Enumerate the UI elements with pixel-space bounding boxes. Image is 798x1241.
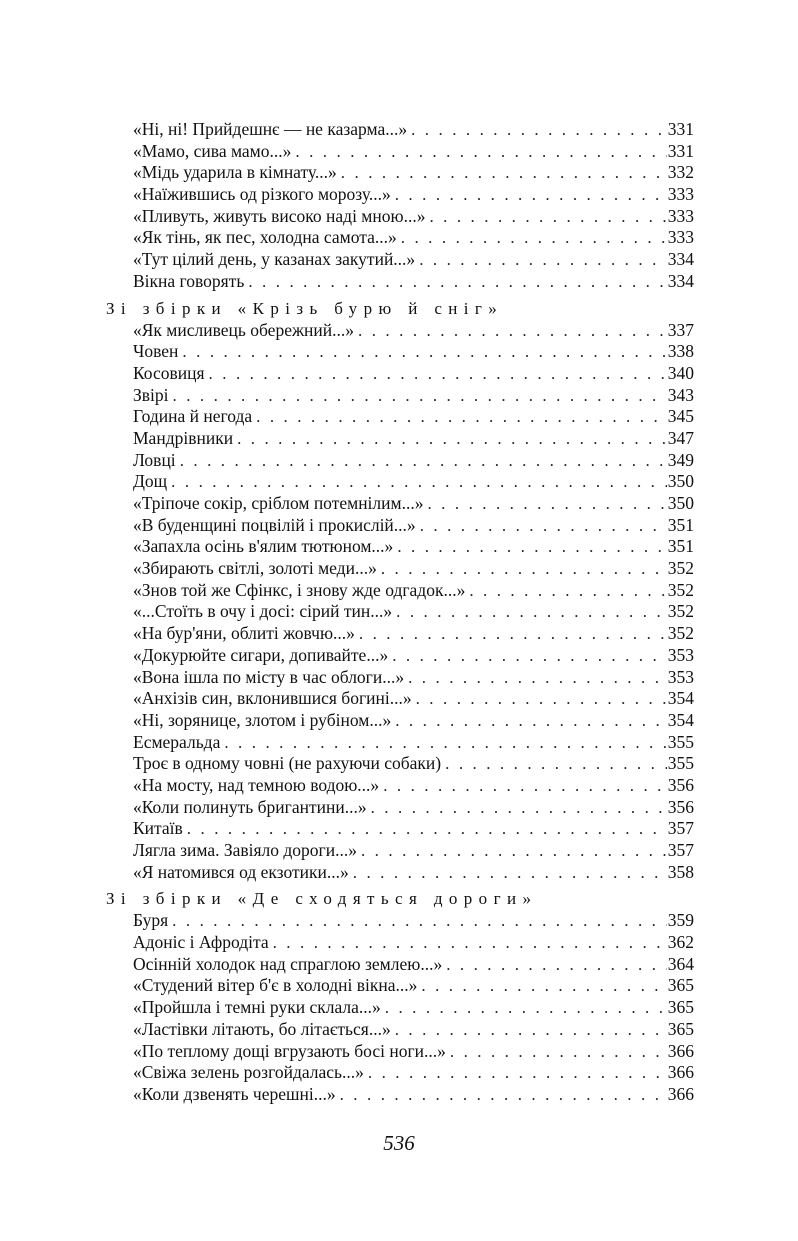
section-heading: Зі збірки «Де сходяться дороги» xyxy=(106,889,538,909)
toc-section xyxy=(106,298,694,884)
toc-entry xyxy=(106,623,694,645)
dot-leader xyxy=(420,515,667,537)
entry-page-number: 353 xyxy=(667,666,694,687)
entry-page-number: 355 xyxy=(667,753,694,774)
entry-page-number: 350 xyxy=(667,493,694,513)
entry-title: Адоніс і Афродіта xyxy=(133,932,269,953)
entry-title: «Пливуть, живуть високо наді мною...» xyxy=(133,205,426,226)
dot-leader xyxy=(395,184,667,206)
dot-leader xyxy=(237,428,667,450)
entry-page-number: 362 xyxy=(667,932,694,953)
entry-title: «В буденщині поцвілій і прокислій...» xyxy=(133,514,416,535)
toc-entry xyxy=(106,688,694,710)
dot-leader xyxy=(401,227,667,249)
entry-page-number: 351 xyxy=(667,514,694,535)
dot-leader xyxy=(427,493,666,515)
toc-entry xyxy=(106,341,694,363)
entry-title: Вікна говорять xyxy=(133,270,245,291)
entry-title: «Ластівки літають, бо літається...» xyxy=(133,1018,391,1039)
toc-entry xyxy=(106,932,694,954)
toc-entry xyxy=(106,249,694,271)
toc-entry xyxy=(106,536,694,558)
entry-page-number: 350 xyxy=(667,471,694,492)
dot-leader xyxy=(273,932,667,954)
dot-leader xyxy=(381,558,667,580)
entry-page-number: 365 xyxy=(667,975,694,996)
entry-title: «Ні, ні! Прийдешнє — не казарма...» xyxy=(133,119,408,139)
toc-entry xyxy=(106,450,694,472)
dot-leader xyxy=(396,601,667,623)
dot-leader xyxy=(361,840,667,862)
toc-entry xyxy=(106,975,694,997)
toc-entry xyxy=(106,206,694,228)
toc-section xyxy=(106,119,694,293)
entry-title: «Запахла осінь в'ялим тютюном...» xyxy=(133,536,394,557)
entry-title: «Анхізів син, вклонившися богині...» xyxy=(133,688,412,709)
entry-title: «Збирають світлі, золоті меди...» xyxy=(133,558,377,579)
toc-section xyxy=(106,888,694,1105)
entry-page-number: 366 xyxy=(667,1062,694,1083)
toc-entry xyxy=(106,775,694,797)
dot-leader xyxy=(248,271,666,293)
dot-leader xyxy=(446,954,667,976)
dot-leader xyxy=(450,1041,667,1063)
entry-page-number: 365 xyxy=(667,1018,694,1039)
toc-entry xyxy=(106,271,694,293)
toc-entry xyxy=(106,710,694,732)
entry-title: «Як мисливець обережний...» xyxy=(133,319,355,340)
toc-entry xyxy=(106,1041,694,1063)
entry-title: Човен xyxy=(133,341,179,362)
entry-page-number: 333 xyxy=(667,205,694,226)
toc-entry xyxy=(106,732,694,754)
dot-leader xyxy=(368,1062,667,1084)
entry-page-number: 331 xyxy=(667,119,694,139)
entry-page-number: 366 xyxy=(667,1040,694,1061)
entry-title: Троє в одному човні (не рахуючи собаки) xyxy=(133,753,442,774)
entry-page-number: 332 xyxy=(667,162,694,183)
toc-entry xyxy=(106,1019,694,1041)
table-of-contents xyxy=(106,119,694,1106)
toc-entry xyxy=(106,818,694,840)
entry-title: «По теплому дощі вгрузають босі ноги...» xyxy=(133,1040,446,1061)
dot-leader xyxy=(395,1019,667,1041)
entry-page-number: 352 xyxy=(667,579,694,600)
toc-entry xyxy=(106,580,694,602)
dot-leader xyxy=(469,580,666,602)
entry-page-number: 333 xyxy=(667,227,694,248)
entry-title: «Студений вітер б'є в холодні вікна...» xyxy=(133,975,418,996)
entry-title: «Як тінь, як пес, холодна самота...» xyxy=(133,227,397,248)
page-number: 536 xyxy=(383,1131,415,1155)
entry-title: «Вона ішла по місту в час облоги...» xyxy=(133,666,405,687)
entry-title: «Мідь ударила в кімнату...» xyxy=(133,162,337,183)
entry-title: Лягла зима. Завіяло дороги...» xyxy=(133,840,357,860)
entry-title: «Тріпоче сокір, сріблом потемнілим...» xyxy=(133,493,424,513)
entry-title: Косовиця xyxy=(133,362,205,383)
dot-leader xyxy=(385,997,667,1019)
dot-leader xyxy=(341,162,667,184)
toc-entry xyxy=(106,558,694,580)
toc-entry xyxy=(106,406,694,428)
toc-entry xyxy=(106,797,694,819)
entry-page-number: 352 xyxy=(667,558,694,579)
entry-page-number: 356 xyxy=(667,774,694,795)
dot-leader xyxy=(421,975,666,997)
dot-leader xyxy=(173,385,667,407)
entry-page-number: 345 xyxy=(667,406,694,427)
entry-page-number: 331 xyxy=(667,140,694,161)
toc-entry xyxy=(106,119,694,141)
entry-title: «Знов той же Сфінкс, і знову жде одгадок...» xyxy=(133,579,466,600)
entry-page-number: 334 xyxy=(667,270,694,291)
dot-leader xyxy=(209,363,667,385)
entry-title: Година й негода xyxy=(133,406,253,427)
toc-entry xyxy=(106,840,694,862)
dot-leader xyxy=(445,753,667,775)
entry-page-number: 338 xyxy=(667,341,694,362)
entry-title: «Я натомився од екзотики...» xyxy=(133,861,349,882)
entry-page-number: 357 xyxy=(667,818,694,839)
dot-leader xyxy=(172,910,667,932)
toc-entry xyxy=(106,493,694,515)
entry-title: «Наїжившись од різкого морозу...» xyxy=(133,184,391,205)
dot-leader xyxy=(411,119,667,141)
entry-title: «Пройшла і темні руки склала...» xyxy=(133,997,381,1018)
toc-entry xyxy=(106,601,694,623)
entry-title: «...Стоїть в очу і досі: сірий тин...» xyxy=(133,601,393,622)
toc-entry xyxy=(106,753,694,775)
entry-title: Звірі xyxy=(133,384,169,405)
entry-page-number: 358 xyxy=(667,861,694,882)
entry-title: Китаїв xyxy=(133,818,183,839)
section-heading: Зі збірки «Крізь бурю й сніг» xyxy=(106,298,504,318)
entry-title: «Ні, зорянице, злотом і рубіном...» xyxy=(133,709,392,730)
dot-leader xyxy=(256,406,667,428)
entry-title: «Мамо, сива мамо...» xyxy=(133,140,292,161)
dot-leader xyxy=(383,775,667,797)
toc-entry xyxy=(106,862,694,884)
dot-leader xyxy=(224,732,666,754)
entry-page-number: 359 xyxy=(667,910,694,931)
toc-entry xyxy=(106,645,694,667)
entry-page-number: 355 xyxy=(667,731,694,752)
entry-title: Ловці xyxy=(133,449,176,470)
toc-entry xyxy=(106,385,694,407)
entry-title: «Коли полинуть бригантини...» xyxy=(133,796,367,817)
dot-leader xyxy=(392,645,667,667)
dot-leader xyxy=(429,206,666,228)
toc-entry xyxy=(106,363,694,385)
dot-leader xyxy=(359,623,667,645)
toc-entry xyxy=(106,428,694,450)
entry-title: Буря xyxy=(133,910,169,931)
dot-leader xyxy=(353,862,667,884)
dot-leader xyxy=(371,797,667,819)
toc-entry xyxy=(106,1084,694,1106)
toc-entry xyxy=(106,1062,694,1084)
entry-page-number: 357 xyxy=(667,840,694,860)
entry-title: Дощ xyxy=(133,471,168,492)
entry-title: «Докурюйте сигари, допивайте...» xyxy=(133,644,389,665)
entry-page-number: 354 xyxy=(667,709,694,730)
dot-leader xyxy=(182,341,666,363)
entry-page-number: 364 xyxy=(667,953,694,974)
dot-leader xyxy=(397,536,666,558)
entry-page-number: 337 xyxy=(667,319,694,340)
dot-leader xyxy=(419,249,667,271)
entry-title: Осінній холодок над спраглою землею...» xyxy=(133,953,443,974)
toc-entry xyxy=(106,471,694,493)
toc-entry xyxy=(106,515,694,537)
entry-page-number: 349 xyxy=(667,449,694,470)
entry-page-number: 340 xyxy=(667,362,694,383)
entry-page-number: 353 xyxy=(667,644,694,665)
toc-entry xyxy=(106,320,694,342)
entry-title: «Тут цілий день, у казанах закутий...» xyxy=(133,249,416,270)
dot-leader xyxy=(180,450,667,472)
dot-leader xyxy=(295,141,666,163)
dot-leader xyxy=(171,471,667,493)
toc-entry xyxy=(106,162,694,184)
dot-leader xyxy=(358,320,667,342)
entry-page-number: 352 xyxy=(667,623,694,644)
entry-title: «Свіжа зелень розгойдалась...» xyxy=(133,1062,364,1083)
entry-page-number: 366 xyxy=(667,1083,694,1104)
toc-entry xyxy=(106,184,694,206)
entry-page-number: 347 xyxy=(667,427,694,448)
dot-leader xyxy=(187,818,667,840)
toc-entry xyxy=(106,227,694,249)
dot-leader xyxy=(416,688,667,710)
entry-page-number: 334 xyxy=(667,249,694,270)
entry-page-number: 352 xyxy=(667,601,694,622)
entry-page-number: 333 xyxy=(667,184,694,205)
entry-title: «На мосту, над темною водою...» xyxy=(133,774,380,795)
entry-page-number: 365 xyxy=(667,997,694,1018)
toc-entry xyxy=(106,910,694,932)
entry-page-number: 354 xyxy=(667,688,694,709)
dot-leader xyxy=(408,667,667,689)
toc-entry xyxy=(106,141,694,163)
entry-title: «На бур'яни, облиті жовчю...» xyxy=(133,623,355,644)
entry-page-number: 351 xyxy=(667,536,694,557)
entry-page-number: 356 xyxy=(667,796,694,817)
dot-leader xyxy=(340,1084,667,1106)
dot-leader xyxy=(395,710,667,732)
entry-title: Есмеральда xyxy=(133,731,221,752)
entry-page-number: 343 xyxy=(667,384,694,405)
toc-entry xyxy=(106,954,694,976)
entry-title: «Коли дзвенять черешні...» xyxy=(133,1083,336,1104)
toc-entry xyxy=(106,997,694,1019)
toc-entry xyxy=(106,667,694,689)
entry-title: Мандрівники xyxy=(133,427,234,448)
